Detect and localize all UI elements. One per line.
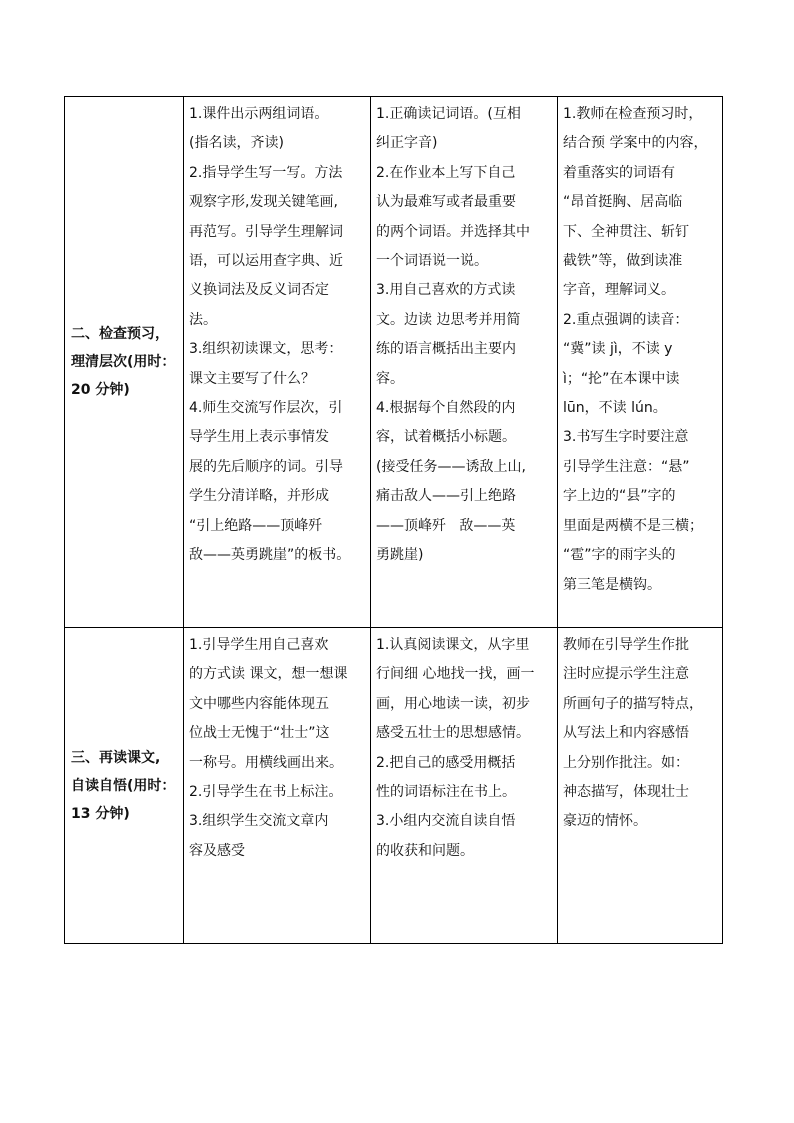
text-line: 一个词语说一说。 bbox=[376, 253, 488, 270]
text-line: 字上边的“县”字的 bbox=[563, 488, 676, 505]
stage-title-line: 理清层次(用时： bbox=[71, 354, 176, 370]
text-line: 引导学生注意：“悬” bbox=[563, 458, 690, 475]
text-line: 语，可以运用查字典、近 bbox=[189, 253, 343, 270]
text-line: 注时应提示学生注意 bbox=[563, 666, 689, 683]
text-line: 敌——英勇跳崖”的板书。 bbox=[189, 547, 351, 564]
stage-title-line: 20 分钟) bbox=[71, 382, 130, 398]
text-line: 性的词语标注在书上。 bbox=[376, 784, 516, 801]
text-line: 1.教师在检查预习时， bbox=[563, 106, 703, 122]
text-line: lūn，不读 lún。 bbox=[563, 400, 667, 417]
text-line: 3.组织学生交流文章内 bbox=[189, 813, 329, 830]
stage-cell bbox=[65, 97, 184, 628]
text-line: “雹”字的雨字头的 bbox=[563, 547, 676, 564]
text-line: 2.在作业本上写下自己 bbox=[376, 164, 516, 181]
table-row bbox=[65, 628, 723, 944]
text-line: 2.引导学生在书上标注。 bbox=[189, 784, 343, 801]
text-line: ——顶峰歼 敌——英 bbox=[376, 517, 516, 534]
text-line: 一称号。用横线画出来。 bbox=[189, 754, 343, 771]
text-line: 3.用自己喜欢的方式读 bbox=[376, 282, 516, 299]
lesson-plan-table bbox=[64, 96, 723, 944]
text-line: 结合预 学案中的内容， bbox=[563, 135, 708, 152]
text-line: 里面是两横不是三横； bbox=[563, 517, 703, 534]
text-line: 所画句子的描写特点， bbox=[563, 695, 703, 712]
text-line: 的两个词语。并选择其中 bbox=[376, 223, 530, 240]
text-line: 从写法上和内容感悟 bbox=[563, 725, 689, 742]
text-line: 3.小组内交流自读自悟 bbox=[376, 813, 516, 830]
text-line: 文。边读 边思考并用简 bbox=[376, 311, 521, 328]
text-line: 3.组织初读课文，思考： bbox=[189, 341, 343, 358]
text-line: 截铁”等，做到读准 bbox=[563, 253, 683, 270]
text-line: 的收获和问题。 bbox=[376, 842, 474, 859]
text-line: 再范写。引导学生理解词 bbox=[189, 223, 343, 240]
text-line: 神态描写，体现壮士 bbox=[563, 784, 689, 801]
teacher-activity-cell bbox=[184, 97, 371, 628]
text-line: (接受任务——诱敌上山, bbox=[376, 458, 526, 475]
text-line: 4.根据每个自然段的内 bbox=[376, 400, 516, 417]
text-line: 展的先后顺序的词。引导 bbox=[189, 458, 343, 475]
text-line: 导学生用上表示事情发 bbox=[189, 429, 329, 446]
text-line: 第三笔是横钩。 bbox=[563, 576, 661, 593]
text-line: ì；“抡”在本课中读 bbox=[563, 370, 680, 387]
text-line: 义换词法及反义词否定 bbox=[189, 282, 329, 299]
text-line: (指名读，齐读) bbox=[189, 135, 284, 152]
text-line: 2.指导学生写一写。方法 bbox=[189, 164, 343, 181]
text-line: 容，试着概括小标题。 bbox=[376, 429, 516, 446]
text-line: 的方式读 课文，想一想课 bbox=[189, 666, 348, 683]
text-line: 1.认真阅读课文，从字里 bbox=[376, 637, 530, 653]
text-line: 4.师生交流写作层次，引 bbox=[189, 400, 343, 417]
text-line: 画，用心地读一读，初步 bbox=[376, 695, 530, 712]
text-line: 学生分清详略，并形成 bbox=[189, 488, 329, 505]
text-line: 练的语言概括出主要内 bbox=[376, 341, 516, 358]
text-line: 下、全神贯注、斩钉 bbox=[563, 223, 689, 240]
text-line: 法。 bbox=[189, 311, 217, 328]
stage-title-line: 13 分钟) bbox=[71, 805, 130, 822]
design-notes-cell bbox=[558, 628, 723, 944]
text-line: 1.引导学生用自己喜欢 bbox=[189, 637, 329, 653]
stage-title-line: 三、再读课文, bbox=[71, 749, 161, 766]
text-line: 位战士无愧于“壮士”这 bbox=[189, 725, 330, 742]
student-activity-cell bbox=[371, 97, 558, 628]
teacher-activity-cell bbox=[184, 628, 371, 944]
text-line: 勇跳崖) bbox=[376, 547, 424, 564]
text-line: 教师在引导学生作批 bbox=[563, 637, 689, 653]
text-line: “昂首挺胸、居高临 bbox=[563, 194, 683, 211]
student-activity-cell bbox=[371, 628, 558, 944]
text-line: 2.把自己的感受用概括 bbox=[376, 754, 516, 771]
text-line: 纠正字音) bbox=[376, 135, 438, 152]
text-line: 课文主要写了什么？ bbox=[189, 370, 315, 387]
stage-title-line: 自读自悟(用时： bbox=[71, 777, 176, 794]
text-line: 容及感受 bbox=[189, 842, 245, 859]
text-line: 感受五壮士的思想感情。 bbox=[376, 725, 530, 742]
stage-cell bbox=[65, 628, 184, 944]
text-line: 上分别作批注。如： bbox=[563, 754, 689, 771]
text-line: 1.课件出示两组词语。 bbox=[189, 106, 329, 122]
text-line: 认为最难写或者最重要 bbox=[376, 194, 516, 211]
text-line: 文中哪些内容能体现五 bbox=[189, 695, 329, 712]
text-line: 字音，理解词义。 bbox=[563, 282, 675, 299]
text-line: 1.正确读记词语。(互相 bbox=[376, 106, 521, 122]
table-row bbox=[65, 97, 723, 628]
text-line: “引上绝路——顶峰歼 bbox=[189, 517, 323, 534]
stage-title-line: 二、检查预习， bbox=[71, 326, 169, 342]
text-line: 痛击敌人——引上绝路 bbox=[376, 488, 516, 505]
text-line: 着重落实的词语有 bbox=[563, 164, 675, 181]
text-line: 观察字形,发现关键笔画, bbox=[189, 194, 338, 211]
text-line: 豪迈的情怀。 bbox=[563, 813, 647, 830]
text-line: 2.重点强调的读音： bbox=[563, 311, 689, 328]
design-notes-cell bbox=[558, 97, 723, 628]
text-line: 容。 bbox=[376, 370, 404, 387]
text-line: 3.书写生字时要注意 bbox=[563, 429, 689, 446]
text-line: “冀”读 jì，不读 y bbox=[563, 341, 673, 358]
text-line: 行间细 心地找一找，画一 bbox=[376, 666, 535, 683]
